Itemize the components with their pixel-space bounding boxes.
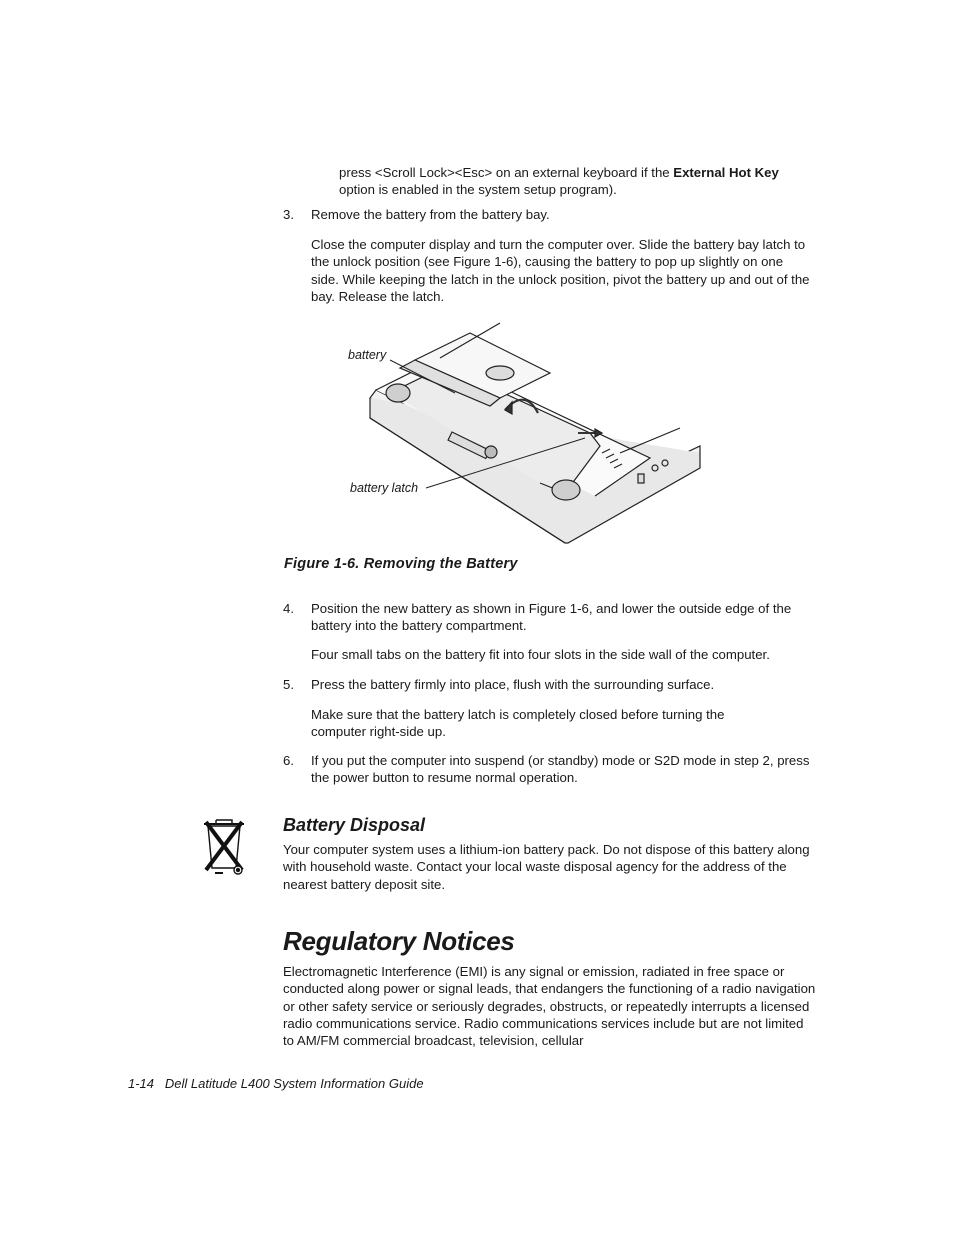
battery-removal-figure	[340, 318, 720, 548]
step-3-detail: Close the computer display and turn the computer over. Slide the battery bay latch to the unlock position (see Figure 1-6), causing the battery to pop up slightly on one side. While keeping the latch in the unlock position, pivot the battery up and out of the bay. Release the latch.	[311, 237, 810, 304]
external-hot-key-term: External Hot Key	[673, 165, 779, 180]
continuation-text-end: option is enabled in the system setup program).	[339, 182, 617, 198]
step-4-detail: Four small tabs on the battery fit into four slots in the side wall of the computer.	[311, 647, 770, 662]
laptop-battery-illustration	[340, 318, 720, 548]
battery-disposal-text: Your computer system uses a lithium-ion battery pack. Do not dispose of this battery along with household waste. Contact your local waste disposal agency for the address of the nearest battery deposit site.	[283, 842, 810, 892]
wheelie-bin-crossed-icon	[202, 818, 246, 876]
page-number: 1-14	[128, 1076, 155, 1091]
battery-disposal-heading: Battery Disposal	[283, 815, 426, 835]
step-3-text: Remove the battery from the battery bay.	[311, 207, 550, 222]
step-6-text: If you put the computer into suspend (or standby) mode or S2D mode in step 2, press the power button to resume normal operation.	[311, 753, 810, 786]
battery-latch-label: battery latch	[350, 481, 419, 495]
continuation-text: press <Scroll Lock><Esc> on an external keyboard if the	[339, 165, 674, 180]
guide-title: Dell Latitude L400 System Information Guide	[164, 1076, 424, 1091]
step-number-6: 6.	[283, 753, 294, 768]
step-4-text: Position the new battery as shown in Figure 1-6, and lower the outside edge of the battery into the battery compartment.	[311, 601, 792, 634]
step2-continuation	[339, 164, 819, 199]
step-5-text: Press the battery firmly into place, flush with the surrounding surface.	[311, 677, 715, 692]
step-number-3: 3.	[283, 207, 294, 222]
figure-caption: Figure 1-6. Removing the Battery	[284, 556, 518, 572]
regulatory-notices-heading: Regulatory Notices	[283, 926, 515, 956]
page-footer	[128, 1075, 424, 1092]
step-5-detail: Make sure that the battery latch is completely closed before turning the computer right-side up.	[311, 707, 725, 740]
step-number-4: 4.	[283, 601, 294, 616]
regulatory-notices-text: Electromagnetic Interference (EMI) is any signal or emission, radiated in free space or conducted along power or signal leads, that endangers the functioning of a radio navigation or other safety service or seriously degrades, obstructs, or repeatedly interrupts a licensed radio communications service. Radio communications services include but are not limited to AM/FM commercial broadcast, television, cellular	[283, 964, 816, 1049]
battery-label: battery	[348, 348, 387, 362]
step-number-5: 5.	[283, 677, 294, 692]
